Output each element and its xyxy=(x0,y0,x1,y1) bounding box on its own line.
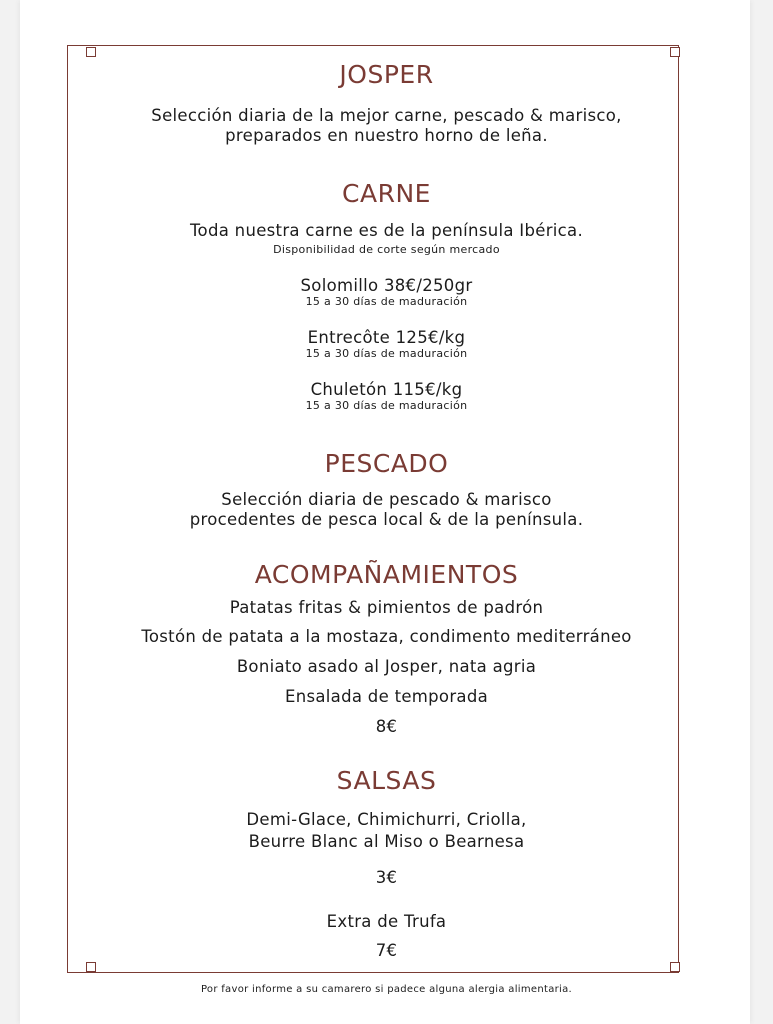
section-heading-pescado: PESCADO xyxy=(324,449,449,478)
frame-corner-ornament xyxy=(670,47,680,57)
side-dish-item: Patatas fritas & pimientos de padrón xyxy=(229,598,544,617)
carne-subtitle: Toda nuestra carne es de la península Ibérica. xyxy=(189,221,583,240)
carne-note: Disponibilidad de corte según mercado xyxy=(273,243,500,256)
section-heading-acompanamientos: ACOMPAÑAMIENTOS xyxy=(254,560,519,589)
frame-corner-ornament xyxy=(86,47,96,57)
side-dish-item: Ensalada de temporada xyxy=(284,687,489,706)
section-heading-salsas: SALSAS xyxy=(336,766,437,795)
menu-item-name: Entrecôte 125€/kg xyxy=(307,328,466,347)
side-dish-price: 8€ xyxy=(375,717,398,736)
frame-corner-ornament xyxy=(86,962,96,972)
menu-item-detail: 15 a 30 días de maduración xyxy=(305,347,468,360)
menu-item-name: Solomillo 38€/250gr xyxy=(300,276,473,295)
side-dish-item: Tostón de patata a la mostaza, condimento mediterráneo xyxy=(141,627,632,646)
salsa-line: Beurre Blanc al Miso o Bearnesa xyxy=(248,832,525,851)
pescado-line: Selección diaria de pescado & marisco xyxy=(221,490,552,509)
pescado-line: procedentes de pesca local & de la península. xyxy=(189,510,584,529)
extra-price: 7€ xyxy=(375,941,398,960)
salsa-price: 3€ xyxy=(375,868,398,887)
salsa-line: Demi-Glace, Chimichurri, Criolla, xyxy=(246,810,527,829)
menu-item-detail: 15 a 30 días de maduración xyxy=(305,295,468,308)
menu-item-detail: 15 a 30 días de maduración xyxy=(305,399,468,412)
allergy-footer-note: Por favor informe a su camarero si padece alguna alergia alimentaria. xyxy=(200,984,573,995)
menu-item-name: Chuletón 115€/kg xyxy=(310,380,463,399)
section-heading-carne: CARNE xyxy=(342,179,431,208)
frame-corner-ornament xyxy=(670,962,680,972)
intro-line: preparados en nuestro horno de leña. xyxy=(225,126,548,145)
page-title: JOSPER xyxy=(339,60,434,89)
extra-item: Extra de Trufa xyxy=(326,912,447,931)
side-dish-item: Boniato asado al Josper, nata agria xyxy=(236,657,537,676)
intro-line: Selección diaria de la mejor carne, pescado & marisco, xyxy=(151,106,622,125)
